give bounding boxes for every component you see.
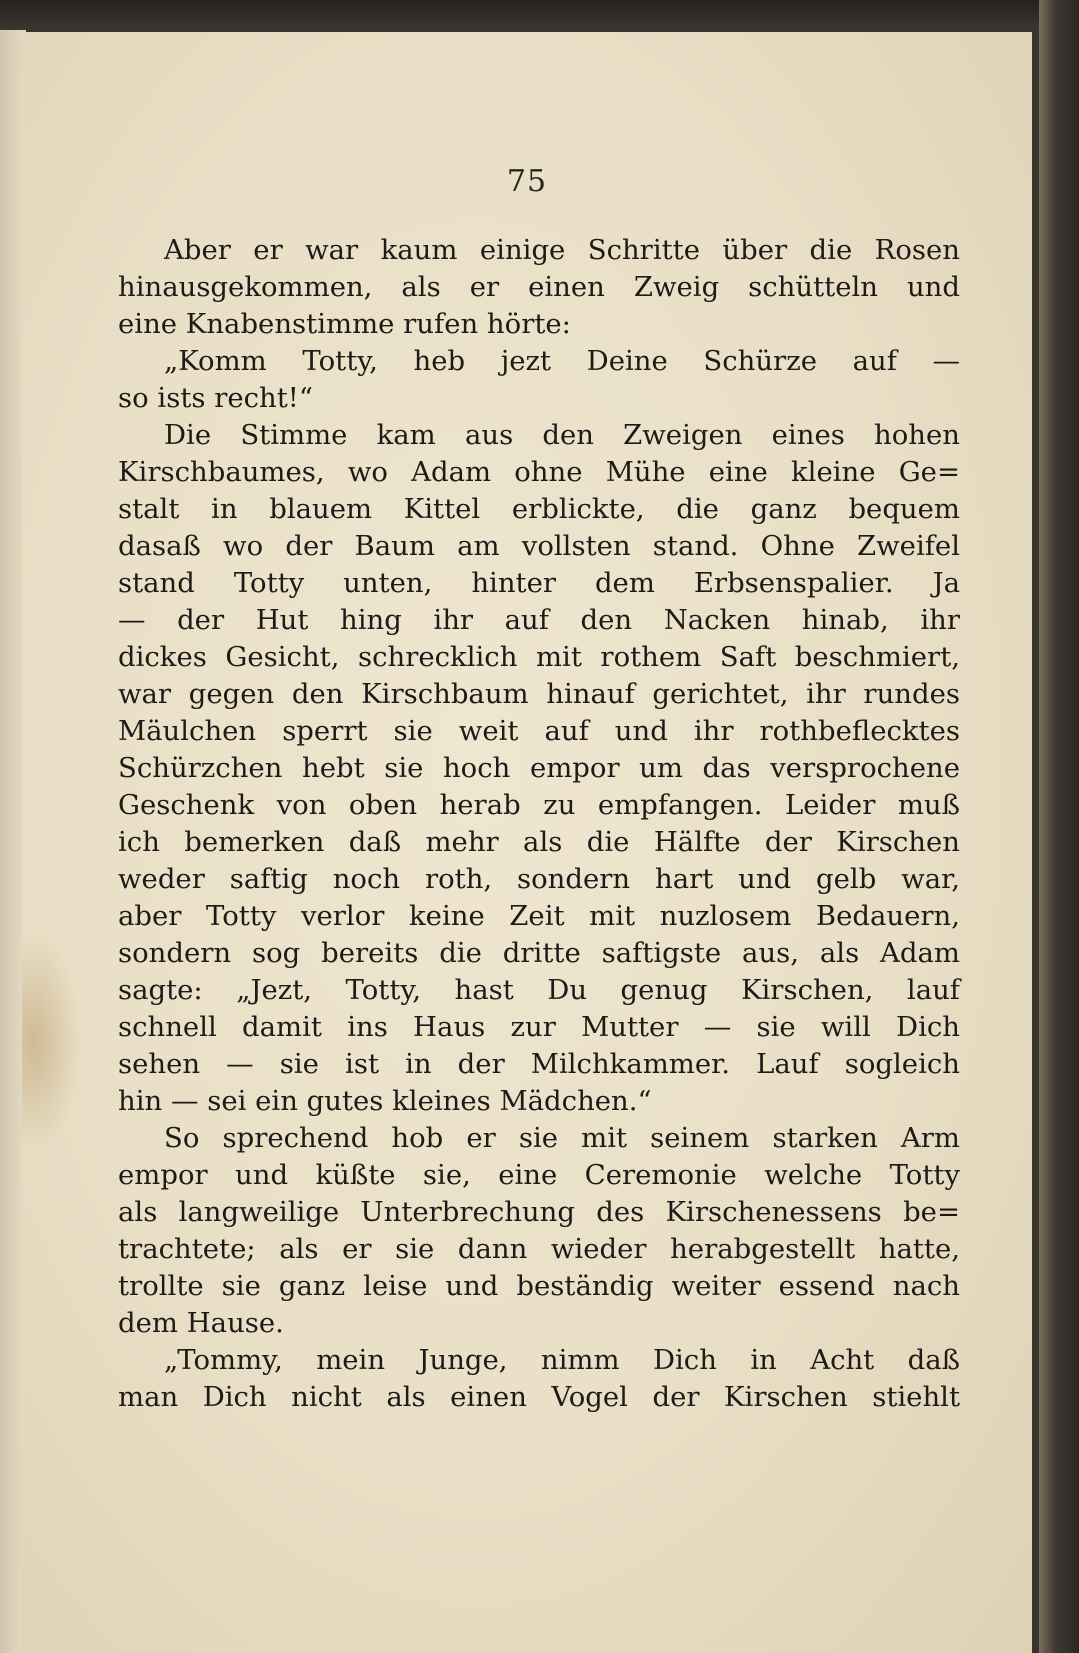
page-number: 75 [506,164,548,199]
text-line: Kirschbaumes, wo Adam ohne Mühe eine kleine Ge= [118,456,960,488]
text-line: man Dich nicht als einen Vogel der Kirschen stiehlt [118,1381,960,1413]
text-line: So sprechend hob er sie mit seinem starken Arm [164,1122,960,1154]
text-line: Geschenk von oben herab zu empfangen. Leider muß [118,789,960,821]
text-line: sagte: „Jezt, Totty, hast Du genug Kirschen, lauf [118,974,960,1006]
text-line: Mäulchen sperrt sie weit auf und ihr rothbeflecktes [118,715,960,747]
text-line: sondern sog bereits die dritte saftigste aus, als Adam [118,937,960,969]
text-line: dickes Gesicht, schrecklich mit rothem Saft beschmiert, [118,641,960,673]
text-line: weder saftig noch roth, sondern hart und gelb war, [118,863,960,895]
text-line: Aber er war kaum einige Schritte über die Rosen [164,234,960,266]
text-line: „Komm Totty, heb jezt Deine Schürze auf — [164,345,960,377]
page-body-text [118,232,960,1416]
text-line: empor und küßte sie, eine Ceremonie welche Totty [118,1159,960,1191]
text-line: dasaß wo der Baum am vollsten stand. Ohne Zweifel [118,530,960,562]
text-line: stalt in blauem Kittel erblickte, die ganz bequem [118,493,960,525]
text-line: stand Totty unten, hinter dem Erbsenspalier. Ja [118,567,960,599]
text-line: ich bemerken daß mehr als die Hälfte der Kirschen [118,826,960,858]
text-line: aber Totty verlor keine Zeit mit nuzlosem Bedauern, [118,900,960,932]
text-line: eine Knabenstimme rufen hörte: [118,308,571,340]
text-line: trachtete; als er sie dann wieder herabgestellt hatte, [118,1233,960,1265]
text-line: so ists recht!“ [118,382,313,414]
text-line: trollte sie ganz leise und beständig weiter essend nach [118,1270,960,1302]
book-page [22,32,1032,1653]
text-line: war gegen den Kirschbaum hinauf gerichtet, ihr rundes [118,678,960,710]
text-line: schnell damit ins Haus zur Mutter — sie will Dich [118,1011,960,1043]
text-line: Schürzchen hebt sie hoch empor um das versprochene [118,752,960,784]
text-line: sehen — sie ist in der Milchkammer. Lauf sogleich [118,1048,960,1080]
text-line: dem Hause. [118,1307,284,1339]
text-line: Die Stimme kam aus den Zweigen eines hohen [164,419,960,451]
text-line: hinausgekommen, als er einen Zweig schütteln und [118,271,960,303]
text-line: hin — sei ein gutes kleines Mädchen.“ [118,1085,652,1117]
text-line: — der Hut hing ihr auf den Nacken hinab, ihr [118,604,960,636]
paper-stain [22,932,82,1152]
text-line: „Tommy, mein Junge, nimm Dich in Acht daß [164,1344,960,1376]
book-spine-band [0,0,1079,30]
book-cover-edge [1039,0,1079,1653]
text-line: als langweilige Unterbrechung des Kirschenessens be= [118,1196,960,1228]
